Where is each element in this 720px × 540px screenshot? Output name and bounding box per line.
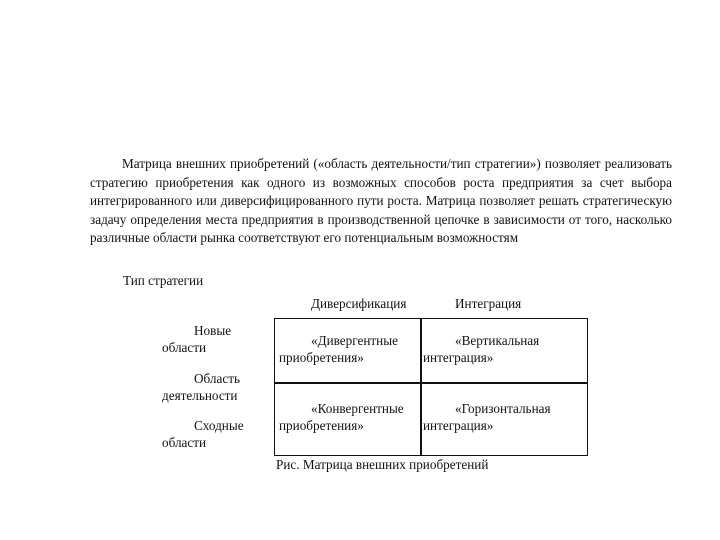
figure-caption: Рис. Матрица внешних приобретений bbox=[276, 457, 489, 472]
strategy-type-label: Тип стратегии bbox=[123, 273, 204, 288]
row-label-similar-areas: Сходные области bbox=[162, 418, 244, 450]
row-label-new-areas: Новые области bbox=[162, 323, 232, 355]
column-header-integration: Интеграция bbox=[455, 296, 522, 311]
body-paragraph: Матрица внешних приобретений («область деятельности/тип стратегии») позволяет реализовать стратегию приобретения как одного из возможных способов роста предприятия за счет выбора интегрированного или диверсифицированного пути роста. Матрица позволяет решать стратегическую задачу определения места предприятия в производственной цепочке в зависимости от того, насколько различные области рынка соответствуют его потенциальным возможностям bbox=[90, 156, 672, 245]
row-label-activity-area: Область деятельности bbox=[162, 371, 240, 403]
cell-vertical-integration: «Вертикальная интеграция» bbox=[423, 333, 540, 365]
acquisition-matrix bbox=[274, 318, 588, 456]
column-header-diversification: Диверсификация bbox=[311, 296, 407, 311]
cell-horizontal-integration: «Горизонтальная интеграция» bbox=[423, 401, 551, 433]
cell-convergent-acquisitions: «Конвергентные приобретения» bbox=[279, 401, 404, 433]
cell-divergent-acquisitions: «Дивергентные приобретения» bbox=[279, 333, 398, 365]
matrix-vertical-divider bbox=[420, 319, 422, 455]
matrix-horizontal-divider bbox=[275, 382, 587, 384]
